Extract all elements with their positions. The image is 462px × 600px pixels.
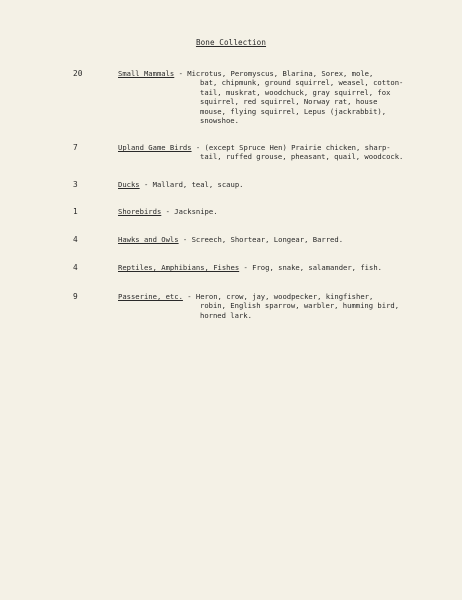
entry-description: - Microtus, Peromyscus, Blarina, Sorex, mole, [174,69,374,78]
entry-description: - Jacksnipe. [161,207,218,216]
entry-continuation-line: tail, ruffed grouse, pheasant, quail, woodcock. [200,152,404,162]
entry-description: - Heron, crow, jay, woodpecker, kingfisher, [182,292,374,301]
entry-description: - Frog, snake, salamander, fish. [239,263,382,272]
entry-count: 20 [73,69,83,78]
entry-continuation-line: snowshoe. [200,116,239,126]
category-label: Ducks [118,180,140,189]
entry-continuation-line: squirrel, red squirrel, Norway rat, house [200,97,378,107]
entry-continuation-line: tail, muskrat, woodchuck, gray squirrel, fox [200,87,391,97]
entry-text [118,235,428,244]
entry-first-line [118,69,428,78]
entry-text [118,69,428,125]
entry-text [118,292,428,320]
category-label: Reptiles, Amphibians, Fishes [118,263,240,272]
entry-count: 3 [73,180,78,189]
category-label: Hawks and Owls [118,235,179,244]
entry-first-line [118,292,428,301]
category-label: Passerine, etc. [118,292,183,301]
entry-text [118,263,428,272]
entry-continuation-line: robin, English sparrow, warbler, humming bird, [200,301,400,311]
entry-continuation-line: mouse, flying squirrel, Lepus (jackrabbit), [200,106,387,116]
entry-first-line [118,235,428,244]
entry-first-line [118,143,428,152]
category-label: Shorebirds [118,207,162,216]
entry-text [118,143,428,162]
entry-count: 1 [73,207,78,216]
entry-description: - (except Spruce Hen) Prairie chicken, sharp- [191,143,391,152]
entry-continuation-line: bat, chipmunk, ground squirrel, weasel, cotton- [200,78,404,88]
entry-count: 7 [73,143,78,152]
entry-first-line [118,263,428,272]
page-title: Bone Collection [195,38,267,47]
entry-description: - Screech, Shortear, Longear, Barred. [178,235,344,244]
entry-count: 4 [73,263,78,272]
category-label: Upland Game Birds [118,143,192,152]
category-label: Small Mammals [118,69,175,78]
entry-count: 4 [73,235,78,244]
entry-text [118,180,428,189]
entry-first-line [118,207,428,216]
entry-first-line [118,180,428,189]
entry-count: 9 [73,292,78,301]
entry-text [118,207,428,216]
entry-description: - Mallard, teal, scaup. [139,180,244,189]
entry-continuation-line: horned lark. [200,310,252,320]
